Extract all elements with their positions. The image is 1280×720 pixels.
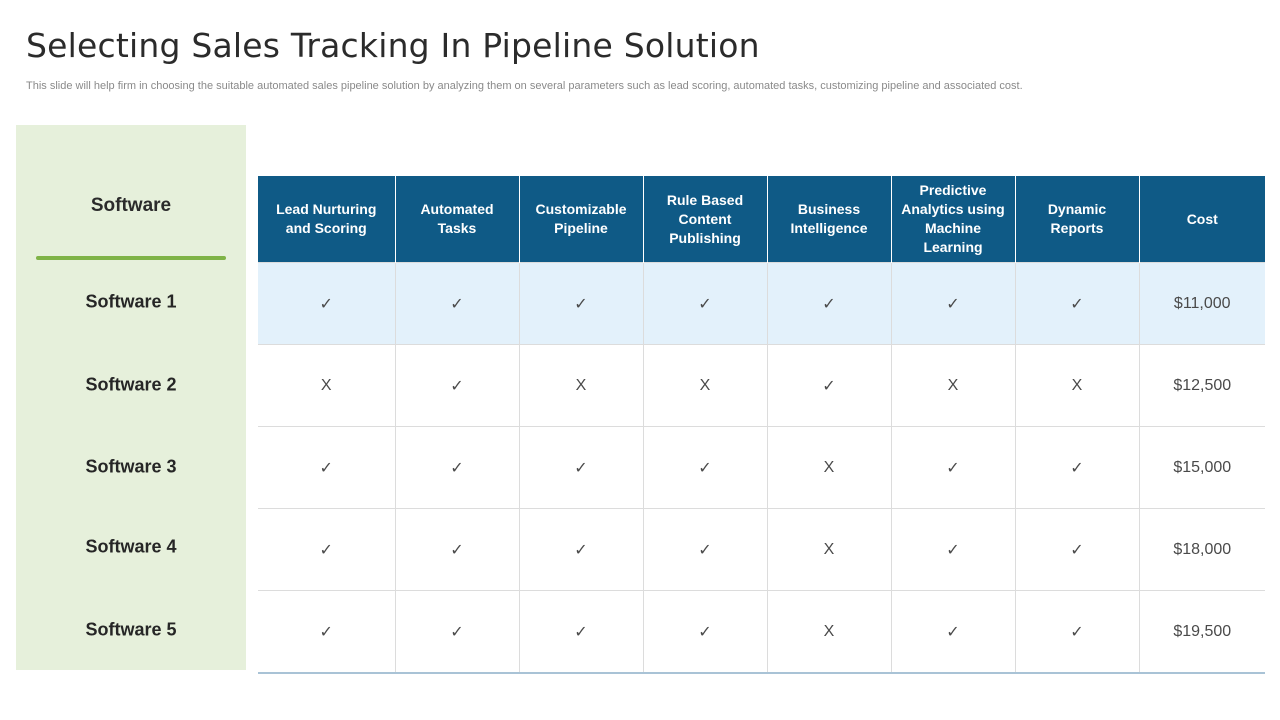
page-title: Selecting Sales Tracking In Pipeline Solution <box>26 26 760 65</box>
software-header-underline <box>36 256 226 260</box>
check-mark-cell: ✓ <box>258 427 395 509</box>
software-label: Software 4 <box>85 536 177 557</box>
check-mark-cell: ✓ <box>395 591 519 674</box>
check-mark-cell: ✓ <box>1015 509 1139 591</box>
table-row <box>258 509 1265 591</box>
cost-cell: $15,000 <box>1139 427 1265 509</box>
column-header: Lead Nurturing and Scoring <box>258 176 395 263</box>
check-mark-cell: ✓ <box>258 263 395 345</box>
check-mark-cell: ✓ <box>395 509 519 591</box>
software-label: Software 2 <box>85 374 177 395</box>
column-header: Business Intelligence <box>767 176 891 263</box>
check-mark-cell: ✓ <box>519 509 643 591</box>
cross-mark-cell: X <box>767 427 891 509</box>
cross-mark-cell: X <box>519 345 643 427</box>
check-mark-cell: ✓ <box>891 509 1015 591</box>
check-mark-cell: ✓ <box>258 509 395 591</box>
comparison-table <box>258 176 1265 674</box>
cross-mark-cell: X <box>767 591 891 674</box>
software-label: Software 3 <box>85 456 177 477</box>
check-mark-cell: ✓ <box>519 427 643 509</box>
check-mark-cell: ✓ <box>891 591 1015 674</box>
check-mark-cell: ✓ <box>1015 591 1139 674</box>
check-mark-cell: ✓ <box>767 345 891 427</box>
column-header: Customizable Pipeline <box>519 176 643 263</box>
check-mark-cell: ✓ <box>258 591 395 674</box>
table-row <box>258 263 1265 345</box>
check-mark-cell: ✓ <box>643 591 767 674</box>
column-header-cost: Cost <box>1139 176 1265 263</box>
page-subtitle: This slide will help firm in choosing the suitable automated sales pipeline solution by analyzing them on several parameters such as lead scoring, automated tasks, customizing pipeline and associated cost. <box>26 80 1023 92</box>
table-header-row <box>258 176 1265 263</box>
check-mark-cell: ✓ <box>395 263 519 345</box>
cross-mark-cell: X <box>891 345 1015 427</box>
column-header: Rule Based Content Publishing <box>643 176 767 263</box>
cross-mark-cell: X <box>767 509 891 591</box>
cross-mark-cell: X <box>1015 345 1139 427</box>
cost-cell: $18,000 <box>1139 509 1265 591</box>
check-mark-cell: ✓ <box>1015 427 1139 509</box>
check-mark-cell: ✓ <box>643 427 767 509</box>
software-panel-header: Software <box>90 195 172 216</box>
check-mark-cell: ✓ <box>1015 263 1139 345</box>
check-mark-cell: ✓ <box>767 263 891 345</box>
cost-cell: $12,500 <box>1139 345 1265 427</box>
software-label: Software 1 <box>85 291 177 312</box>
cost-cell: $19,500 <box>1139 591 1265 674</box>
table-row <box>258 345 1265 427</box>
check-mark-cell: ✓ <box>643 263 767 345</box>
table-row <box>258 591 1265 674</box>
column-header: Predictive Analytics using Machine Learning <box>891 176 1015 263</box>
cross-mark-cell: X <box>258 345 395 427</box>
software-label: Software 5 <box>85 619 177 640</box>
check-mark-cell: ✓ <box>395 345 519 427</box>
check-mark-cell: ✓ <box>395 427 519 509</box>
column-header: Automated Tasks <box>395 176 519 263</box>
check-mark-cell: ✓ <box>891 427 1015 509</box>
column-header: Dynamic Reports <box>1015 176 1139 263</box>
check-mark-cell: ✓ <box>519 263 643 345</box>
check-mark-cell: ✓ <box>519 591 643 674</box>
cross-mark-cell: X <box>643 345 767 427</box>
check-mark-cell: ✓ <box>891 263 1015 345</box>
table-row <box>258 427 1265 509</box>
cost-cell: $11,000 <box>1139 263 1265 345</box>
check-mark-cell: ✓ <box>643 509 767 591</box>
